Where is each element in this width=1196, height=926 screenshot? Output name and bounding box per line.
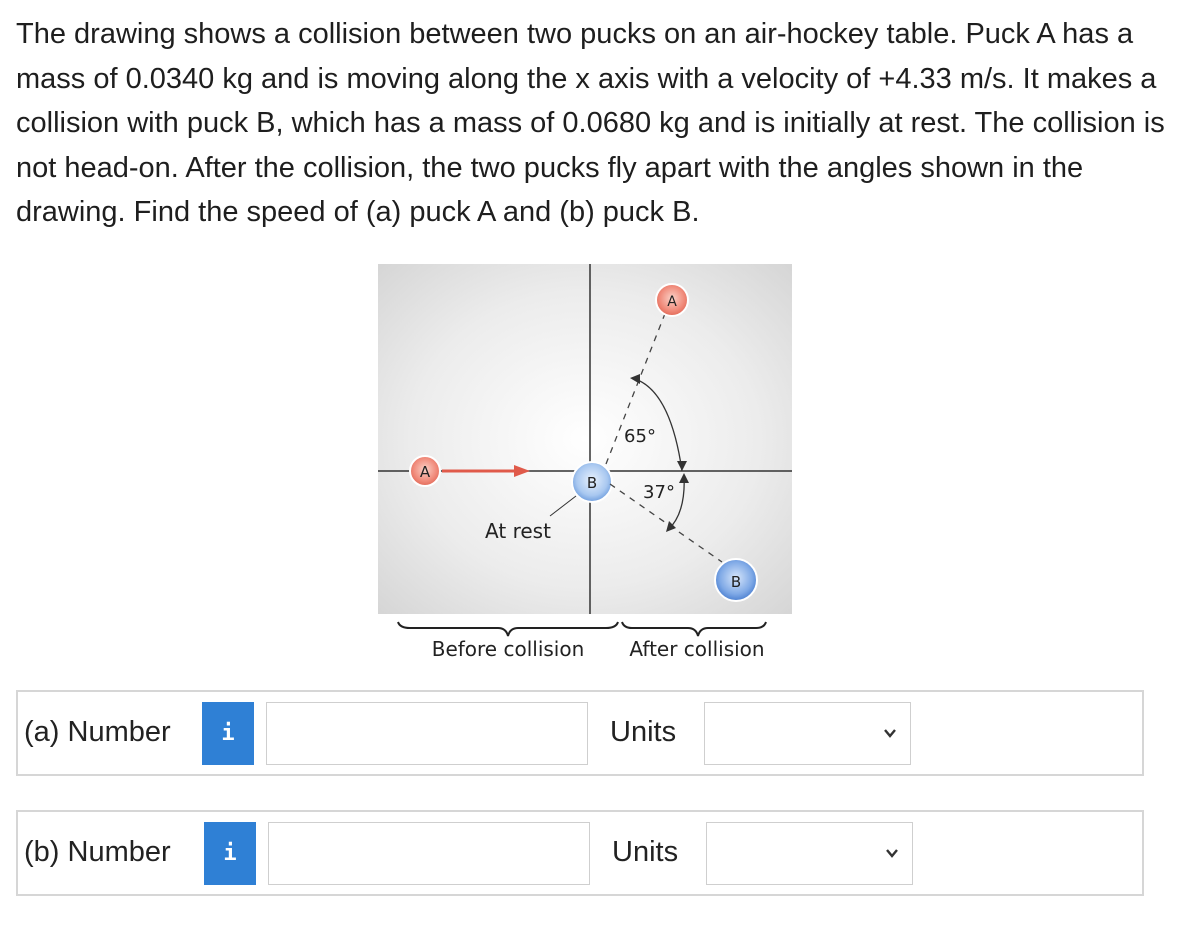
answer-a-info-icon[interactable]: i	[202, 702, 254, 765]
at-rest-label: At rest	[485, 519, 551, 543]
puck-a-label: A	[419, 463, 431, 481]
answer-a-units-label: Units	[610, 716, 677, 748]
chevron-down-icon	[884, 845, 900, 861]
puck-b-after	[715, 559, 757, 601]
answer-a-units-select[interactable]	[704, 702, 911, 765]
answer-b-info-icon[interactable]: i	[204, 822, 256, 885]
chevron-down-icon	[882, 725, 898, 741]
puck-b-before	[572, 462, 612, 502]
puck-b-label: B	[586, 474, 598, 492]
answer-b-units-select[interactable]	[706, 822, 913, 885]
before-collision-label: Before collision	[431, 637, 585, 661]
answer-a-label: (a) Number	[24, 716, 171, 748]
after-bracket	[622, 622, 766, 636]
after-collision-label: After collision	[629, 637, 765, 661]
puck-a-after-label: A	[667, 294, 677, 310]
answer-b-units-label: Units	[612, 836, 679, 868]
answer-row-b	[16, 810, 1144, 896]
angle-a-label: 65°	[624, 426, 656, 447]
puck-b-after-label: B	[730, 573, 742, 591]
puck-a-before	[410, 456, 440, 486]
question-text: The drawing shows a collision between two pucks on an air-hockey table. Puck A has a mass of 0.0340 kg and is moving along the x axis with a velocity of +4.33 m/s. It makes a collision with puck B, which has a mass of 0.0680 kg and is initially at rest. The collision is not head-on. After the collision, the two pucks fly apart with the angles shown in the drawing. Find the speed of (a) puck A and (b) puck B.	[16, 18, 1165, 228]
puck-a-after	[656, 284, 688, 316]
answer-row-a	[16, 690, 1144, 776]
collision-diagram	[370, 258, 800, 668]
collision-diagram-svg	[370, 258, 800, 668]
angle-b-label: 37°	[643, 482, 675, 503]
answer-b-label: (b) Number	[24, 836, 171, 868]
answer-b-number-input[interactable]	[268, 822, 590, 885]
answer-a-number-input[interactable]	[266, 702, 588, 765]
before-bracket	[398, 622, 618, 636]
